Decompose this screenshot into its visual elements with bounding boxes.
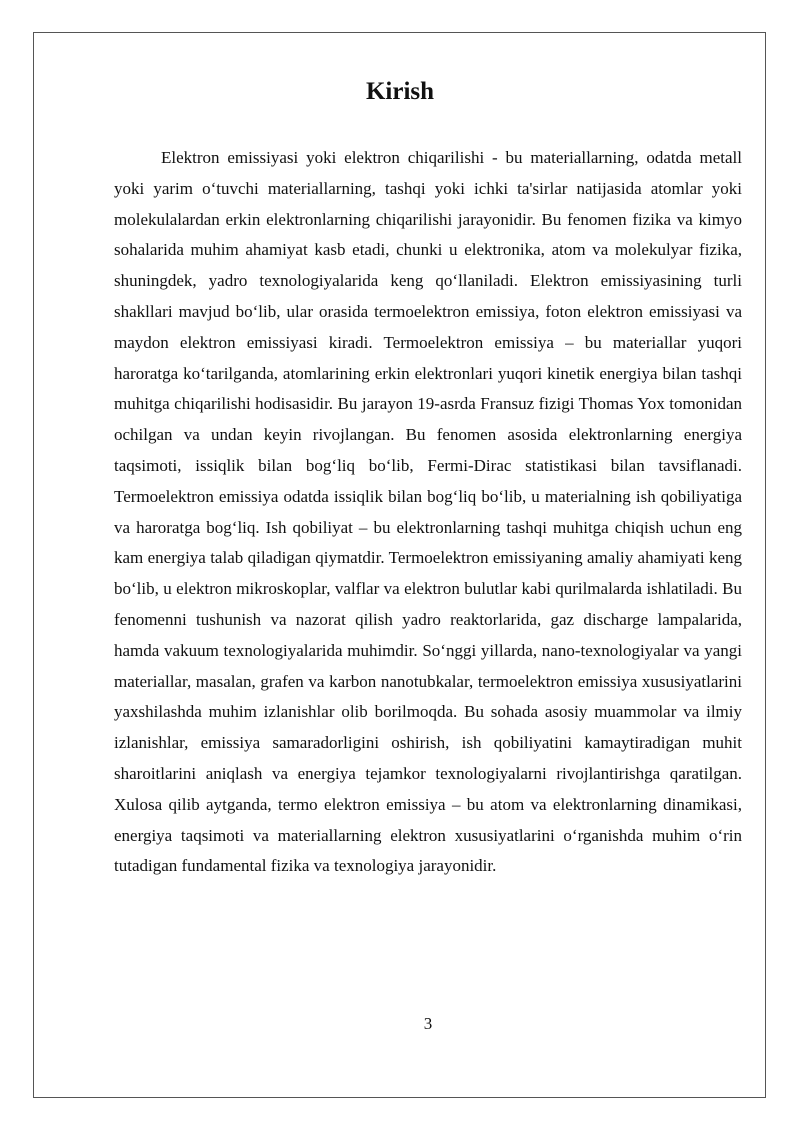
page-title: Kirish: [365, 78, 435, 105]
page-number: 3: [423, 1014, 433, 1033]
body-paragraph: Elektron emissiyasi yoki elektron chiqarilishi - bu materiallarning, odatda metall yoki yarim o‘tuvchi materiallarning, tashqi yoki ichki ta'sirlar natijasida atomlar yoki molekulalardan erkin elektronlarning chiqarilishi jarayonidir. Bu fenomen fizika va kimyo sohalarida muhim ahamiyat kasb etadi, chunki u elektronika, atom va molekulyar fizika, shuningdek, yadro texnologiyalarida keng qo‘llaniladi. Elektron emissiyasining turli shakllari mavjud bo‘lib, ular orasida termoelektron emissiya, foton elektron emissiyasi va maydon elektron emissiyasi kiradi. Termoelektron emissiya – bu materiallar yuqori haroratga ko‘tarilganda, atomlarining erkin elektronlari yuqori kinetik energiya bilan tashqi muhitga chiqarilishi hodisasidir. Bu jarayon 19-asrda Fransuz fizigi Thomas Yox tomonidan ochilgan va undan keyin rivojlangan. Bu fenomen asosida elektronlarning energiya taqsimoti, issiqlik bilan bog‘liq bo‘lib, Fermi-Dirac statistikasi bilan tavsiflanadi. Termoelektron emissiya odatda issiqlik bilan bog‘liq bo‘lib, u materialning ish qobiliyatiga va haroratga bog‘liq. Ish qobiliyat – bu elektronlarning tashqi muhitga chiqish uchun eng kam energiya talab qiladigan qiymatdir. Termoelektron emissiyaning amaliy ahamiyati keng bo‘lib, u elektron mikroskoplar, valflar va elektron bulutlar kabi qurilmalarda ishlatiladi. Bu fenomenni tushunish va nazorat qilish yadro reaktorlarida, gaz discharge lampalarida, hamda vakuum texnologiyalarida muhimdir. So‘nggi yillarda, nano-texnologiyalar va yangi materiallar, masalan, grafen va karbon nanotubkalar, termoelektron emissiya xususiyatlarini yaxshilashda muhim izlanishlar olib borilmoqda. Bu sohada asosiy muammolar va ilmiy izlanishlar, emissiya samaradorligini oshirish, ish qobiliyatini kamaytiradigan muhit sharoitlarini aniqlash va energiya tejamkor texnologiyalarni rivojlantirishga qaratilgan. Xulosa qilib aytganda, termo elektron emissiya – bu atom va elektronlarning dinamikasi, energiya taqsimoti va materiallarning elektron xususiyatlarini o‘rganishda muhim o‘rin tutadigan fundamental fizika va texnologiya jarayonidir.: [114, 148, 742, 876]
